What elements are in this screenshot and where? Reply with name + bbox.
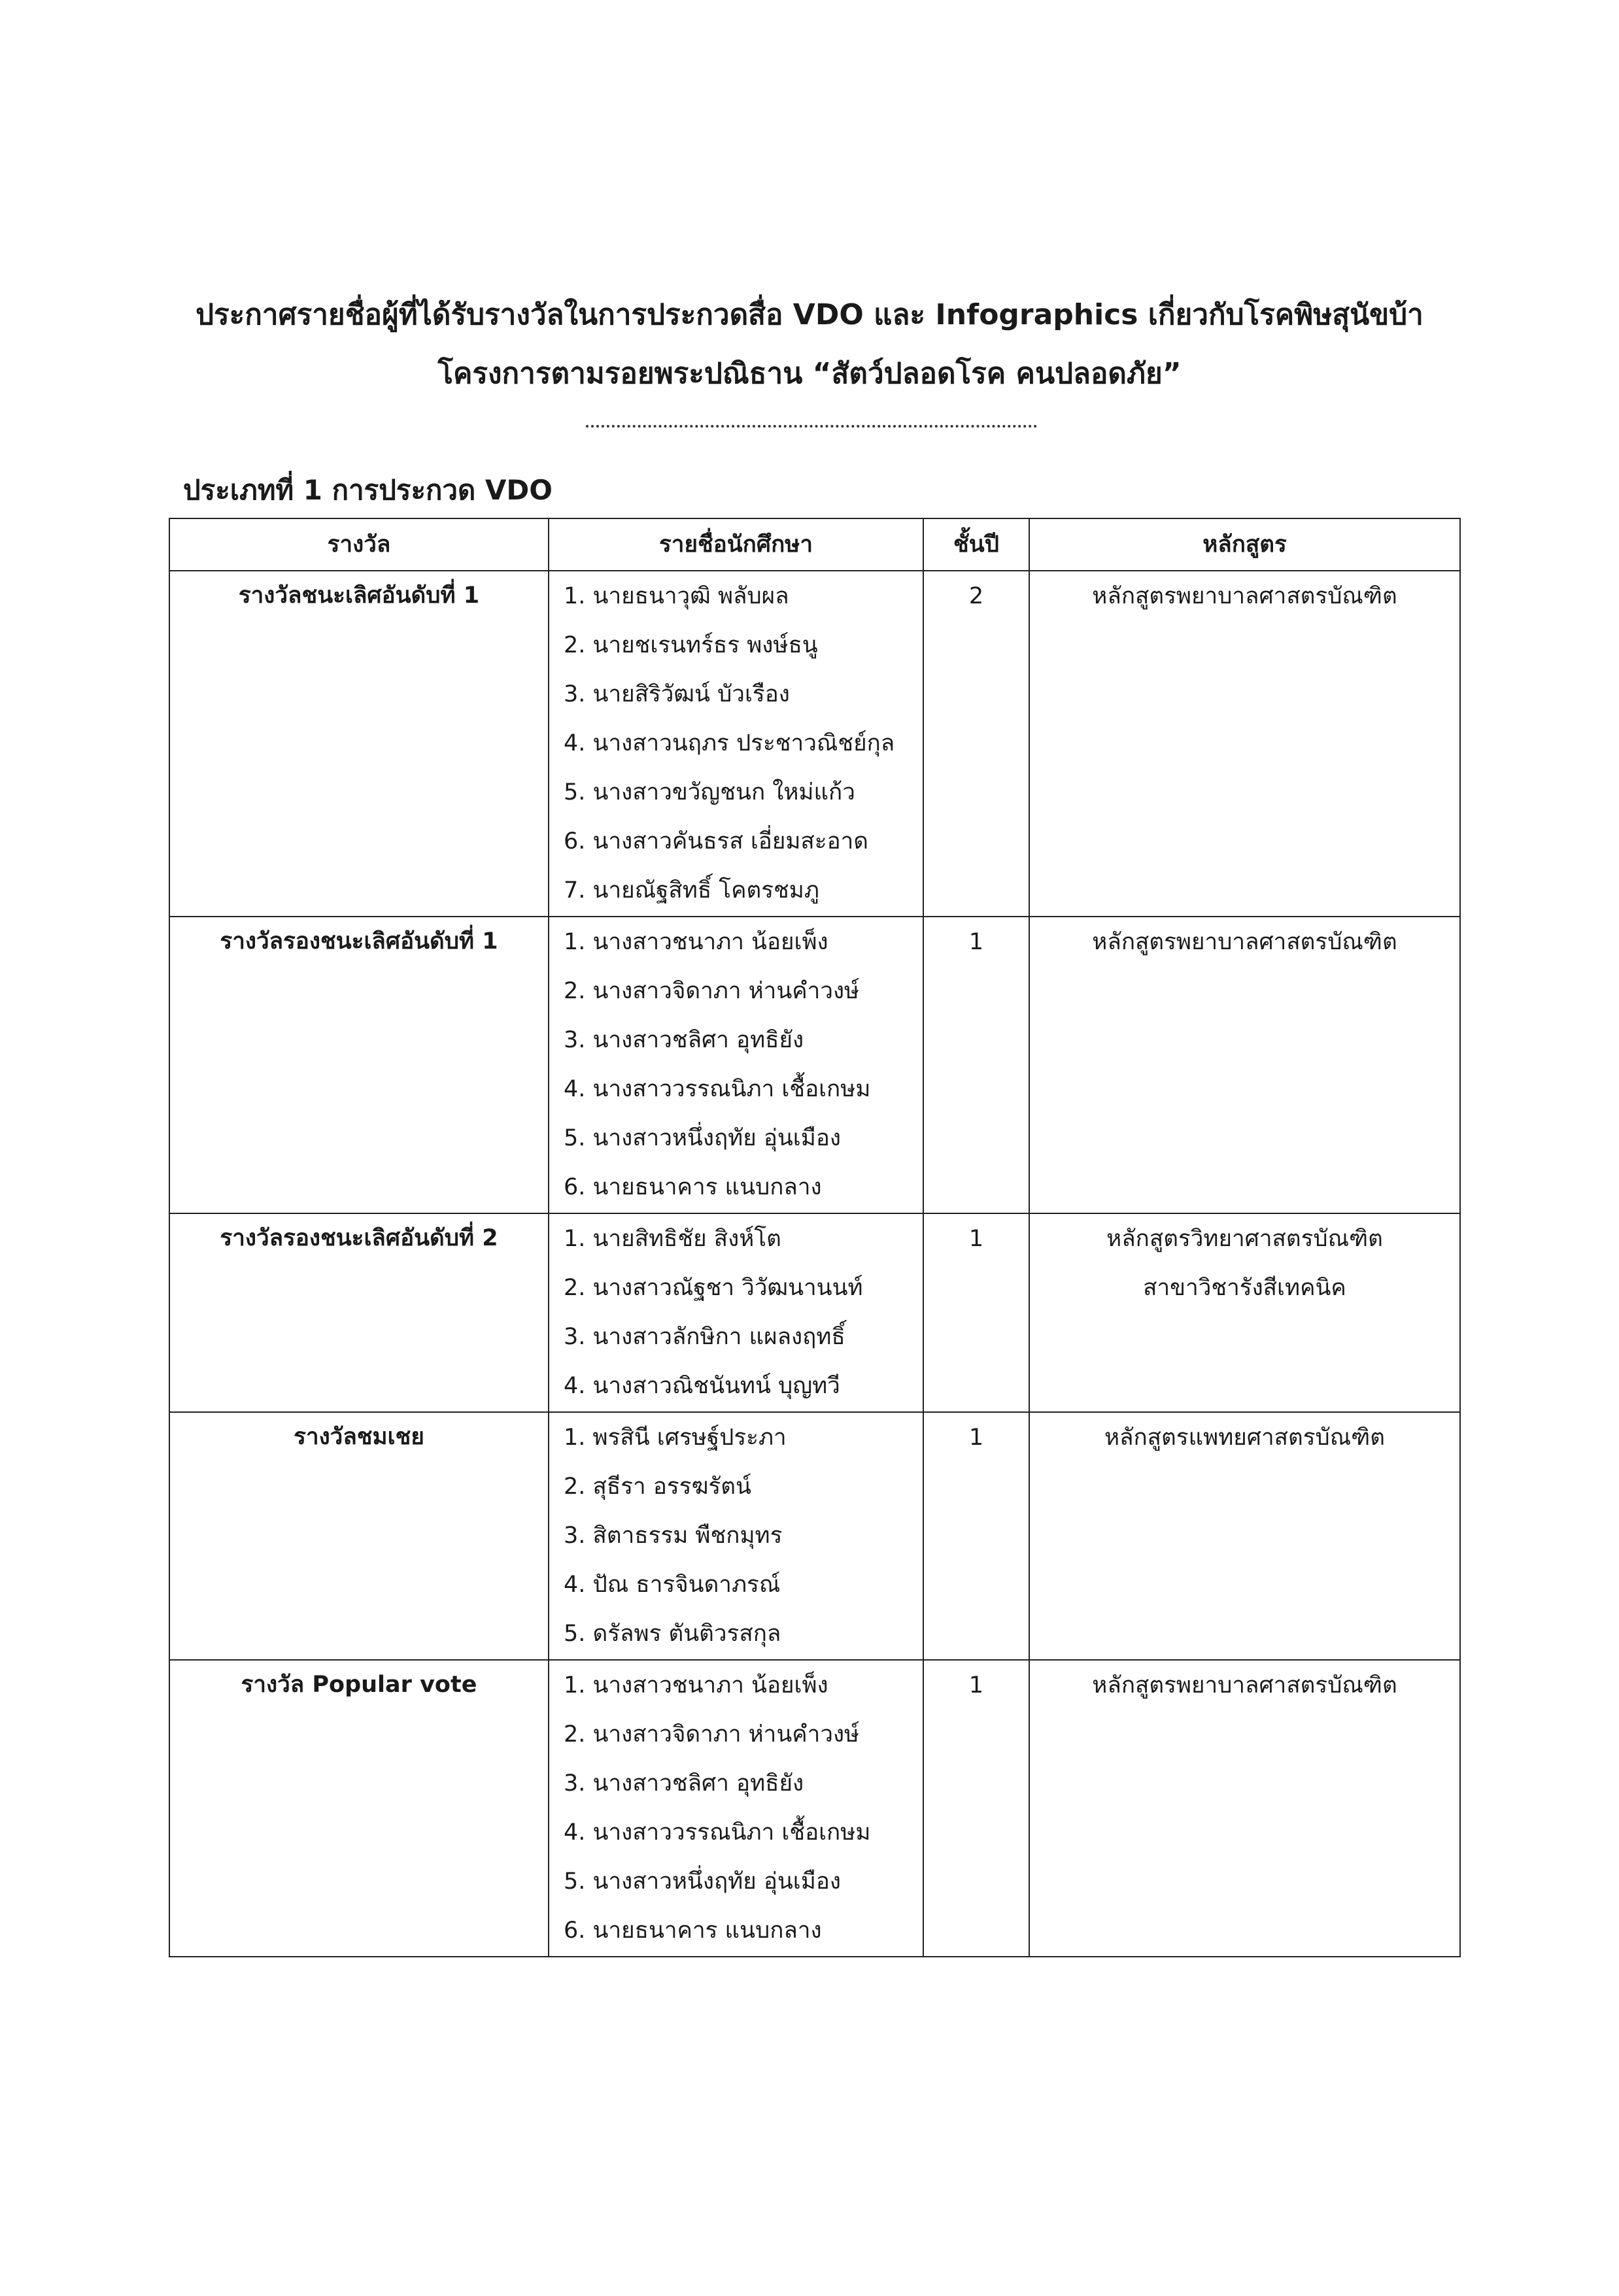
announcement-title-line-2: โครงการตามรอยพระปณิธาน “สัตว์ปลอดโรค คนปลอดภัย” (437, 357, 1182, 390)
student-name: 2. นางสาวณัฐชา วิวัฒนานนท์ (564, 1275, 863, 1301)
student-names-cell (549, 1412, 923, 1660)
student-name: 1. นางสาวชนาภา น้อยเพ็ง (564, 1672, 828, 1698)
table-row (169, 917, 1460, 1213)
program-name: หลักสูตรวิทยาศาสตรบัณฑิต (1106, 1226, 1383, 1252)
student-name: 5. นางสาวขวัญชนก ใหม่แก้ว (564, 779, 855, 805)
award-name-cell (169, 917, 549, 1213)
student-name: 6. นางสาวคันธรส เอี่ยมสะอาด (564, 828, 868, 854)
program-name: สาขาวิชารังสีเทคนิค (1143, 1275, 1346, 1301)
student-name: 2. นางสาวจิดาภา ห่านคำวงษ์ (564, 1721, 860, 1747)
table-row (169, 1660, 1460, 1957)
student-name: 2. นายชเรนทร์ธร พงษ์ธนู (564, 632, 818, 658)
student-name: 1. นายธนาวุฒิ พลับผล (564, 583, 789, 609)
award-name: รางวัลชมเชย (294, 1424, 424, 1450)
student-name: 1. นางสาวชนาภา น้อยเพ็ง (564, 929, 828, 955)
award-name-cell (169, 1660, 549, 1957)
year-value: 2 (968, 583, 984, 609)
student-names-cell (549, 1213, 923, 1412)
year-value: 1 (968, 1226, 984, 1252)
student-names-cell (549, 1660, 923, 1957)
student-name: 4. นางสาววรรณนิภา เชื้อเกษม (564, 1076, 871, 1102)
table-row (169, 1213, 1460, 1412)
student-name: 4. นางสาวนฤภร ประชาวณิชย์กุล (564, 730, 895, 756)
year-value: 1 (968, 929, 984, 955)
student-name: 2. นางสาวจิดาภา ห่านคำวงษ์ (564, 978, 860, 1004)
program-cell (1029, 1412, 1460, 1660)
student-name: 3. สิตาธรรม พืชกมุทร (564, 1523, 783, 1549)
student-name: 3. นางสาวลักษิกา แผลงฤทธิ์ (564, 1324, 845, 1350)
student-name: 2. สุธีรา อรรฆรัตน์ (564, 1474, 751, 1500)
award-name-cell (169, 571, 549, 917)
awards-table (169, 518, 1461, 1957)
program-name: หลักสูตรพยาบาลศาสตรบัณฑิต (1092, 1672, 1397, 1698)
year-value: 1 (968, 1425, 984, 1451)
table-row (169, 571, 1460, 917)
year-cell (923, 1213, 1029, 1412)
student-name: 4. ปัณ ธารจินดาภรณ์ (564, 1572, 781, 1598)
header-award: รางวัล (169, 518, 549, 571)
announcement-title-line-1: ประกาศรายชื่อผู้ที่ได้รับรางวัลในการประกวดสื่อ VDO และ Infographics เกี่ยวกับโรคพิษสุนัขบ้า (196, 298, 1423, 331)
program-name: หลักสูตรแพทยศาสตรบัณฑิต (1104, 1425, 1386, 1451)
award-name: รางวัลชนะเลิศอันดับที่ 1 (238, 582, 480, 609)
student-name: 5. นางสาวหนึ่งฤทัย อุ่นเมือง (564, 1868, 841, 1895)
student-name: 1. พรสินี เศรษฐ์ประภา (564, 1425, 787, 1451)
year-cell (923, 1412, 1029, 1660)
student-name: 6. นายธนาคาร แนบกลาง (564, 1917, 822, 1944)
header-names: รายชื่อนักศึกษา (549, 518, 923, 571)
student-name: 3. นายสิริวัฒน์ บัวเรือง (564, 681, 790, 707)
section-heading: ประเภทที่ 1 การประกวด VDO (183, 474, 553, 506)
dotted-separator (586, 425, 1037, 429)
student-name: 6. นายธนาคาร แนบกลาง (564, 1174, 822, 1200)
student-names-cell (549, 917, 923, 1213)
header-year: ชั้นปี (923, 518, 1029, 571)
awards-table-body (169, 571, 1460, 1957)
program-cell (1029, 917, 1460, 1213)
year-cell (923, 571, 1029, 917)
program-name: หลักสูตรพยาบาลศาสตรบัณฑิต (1092, 583, 1397, 609)
program-name: หลักสูตรพยาบาลศาสตรบัณฑิต (1092, 929, 1397, 955)
award-name: รางวัลรองชนะเลิศอันดับที่ 2 (220, 1225, 498, 1251)
award-name: รางวัลรองชนะเลิศอันดับที่ 1 (220, 928, 498, 954)
header-program: หลักสูตร (1029, 518, 1460, 571)
award-name-cell (169, 1412, 549, 1660)
year-cell (923, 1660, 1029, 1957)
year-cell (923, 917, 1029, 1213)
student-name: 3. นางสาวชลิศา อุทธิยัง (564, 1770, 804, 1797)
student-name: 7. นายณัฐสิทธิ์ โคตรชมภู (564, 877, 819, 903)
table-header-row (169, 518, 1460, 571)
student-name: 4. นางสาวณิชนันทน์ บุญทวี (564, 1373, 840, 1399)
award-name-cell (169, 1213, 549, 1412)
student-name: 5. นางสาวหนึ่งฤทัย อุ่นเมือง (564, 1125, 841, 1151)
table-row (169, 1412, 1460, 1660)
student-name: 5. ดรัลพร ตันติวรสกุล (564, 1621, 781, 1647)
program-cell (1029, 571, 1460, 917)
student-name: 3. นางสาวชลิศา อุทธิยัง (564, 1027, 804, 1053)
program-cell (1029, 1213, 1460, 1412)
program-cell (1029, 1660, 1460, 1957)
award-name: รางวัล Popular vote (241, 1672, 477, 1698)
student-names-cell (549, 571, 923, 917)
student-name: 1. นายสิทธิชัย สิงห์โต (564, 1226, 781, 1252)
year-value: 1 (968, 1672, 984, 1698)
student-name: 4. นางสาววรรณนิภา เชื้อเกษม (564, 1819, 871, 1846)
